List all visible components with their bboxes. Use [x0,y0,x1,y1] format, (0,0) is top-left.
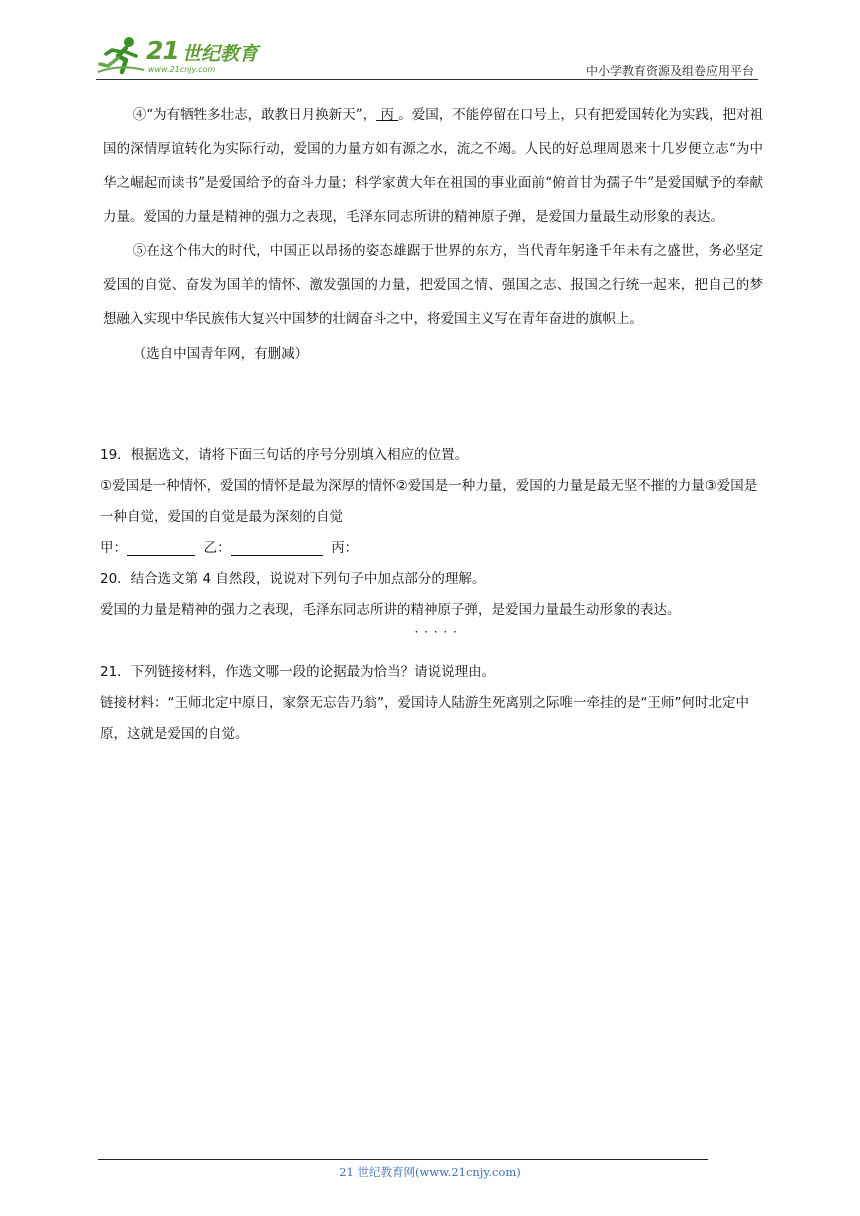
question-19-title: 19．根据选文，请将下面三句话的序号分别填入相应的位置。 [100,447,469,463]
logo-number: 21 [146,36,179,65]
logo-title: 世纪教育 [182,43,259,65]
question-20-sentence [100,595,762,626]
platform-label: 中小学教育资源及组卷应用平台 [585,64,754,78]
footer-link[interactable]: 21 世纪教育网(www.21cnjy.com) [339,1165,521,1179]
paragraph-4-start: ④“为有牺牲多壮志，敢教日月换新天”， [132,107,377,123]
site-logo [96,34,261,76]
question-21-title: 21．下列链接材料，作选文哪一段的论据最为恰当？请说说理由。 [100,664,496,680]
label-bing: 丙： [331,540,359,556]
reading-passage [103,98,763,372]
dotted-phrase: 精神原子弹 · · · [411,602,479,618]
question-section [100,440,762,750]
passage-source: （选自中国青年网，有删减） [132,346,309,362]
page-header [96,34,758,80]
answer-blank-yi[interactable] [231,538,323,556]
label-yi: 乙： [203,540,231,556]
answer-blank-jia[interactable] [127,538,195,556]
question-21-material: 链接材料：“王师北定中原日，家祭无忘告乃翁”，爱国诗人陆游生死离别之际唯一牵挂的是“王师”何时北定中原，这就是爱国的自觉。 [100,695,749,742]
header-divider [96,79,758,80]
q20-sentence-post: ，是爱国力量最生动形象的表达。 [478,602,681,618]
question-20-title: 20．结合选文第 4 自然段，说说对下列句子中加点部分的理解。 [100,571,486,587]
logo-url: www.21cnjy.com [148,65,216,74]
q20-sentence-pre: 爱国的力量是精神的强力之表现，毛泽东同志所讲的 [100,602,411,618]
footer-divider [98,1159,708,1160]
blank-bing: 丙 [376,107,399,123]
runner-logo-icon [96,34,148,76]
label-jia: 甲： [100,540,127,556]
question-19-answer-row [100,533,762,564]
question-19-body: ①爱国是一种情怀，爱国的情怀是最为深厚的情怀②爱国是一种力量，爱国的力量是最无坚不摧的力量③爱国是一种自觉，爱国的自觉是最为深刻的自觉 [100,478,758,525]
paragraph-5: ⑤在这个伟大的时代，中国正以昂扬的姿态雄踞于世界的东方，当代青年躬逢千年未有之盛世，务必坚定爱国的自觉、奋发为国羊的情怀、激发强国的力量，把爱国之情、强国之志、报国之行统一起来，把自己的梦想融入实现中华民族伟大复兴中国梦的壮阔奋斗之中，将爱国主义写在青年奋进的旗帜上。 [103,243,763,327]
paragraph-4 [103,98,763,234]
paragraph-4-rest: 。爱国，不能停留在口号上，只有把爱国转化为实践，把对祖国的深情厚谊转化为实际行动，爱国的力量方如有源之水，流之不竭。人民的好总理周恩来十几岁便立志“为中华之崛起而读书”是爱国给予的奋斗力量；科学家黄大年在祖国的事业面前“俯首甘为孺子牛”是爱国赋予的奉献力量。爱国的力量是精神的强力之表现，毛泽东同志所讲的精神原子弹，是爱国力量最生动形象的表达。 [103,107,763,225]
